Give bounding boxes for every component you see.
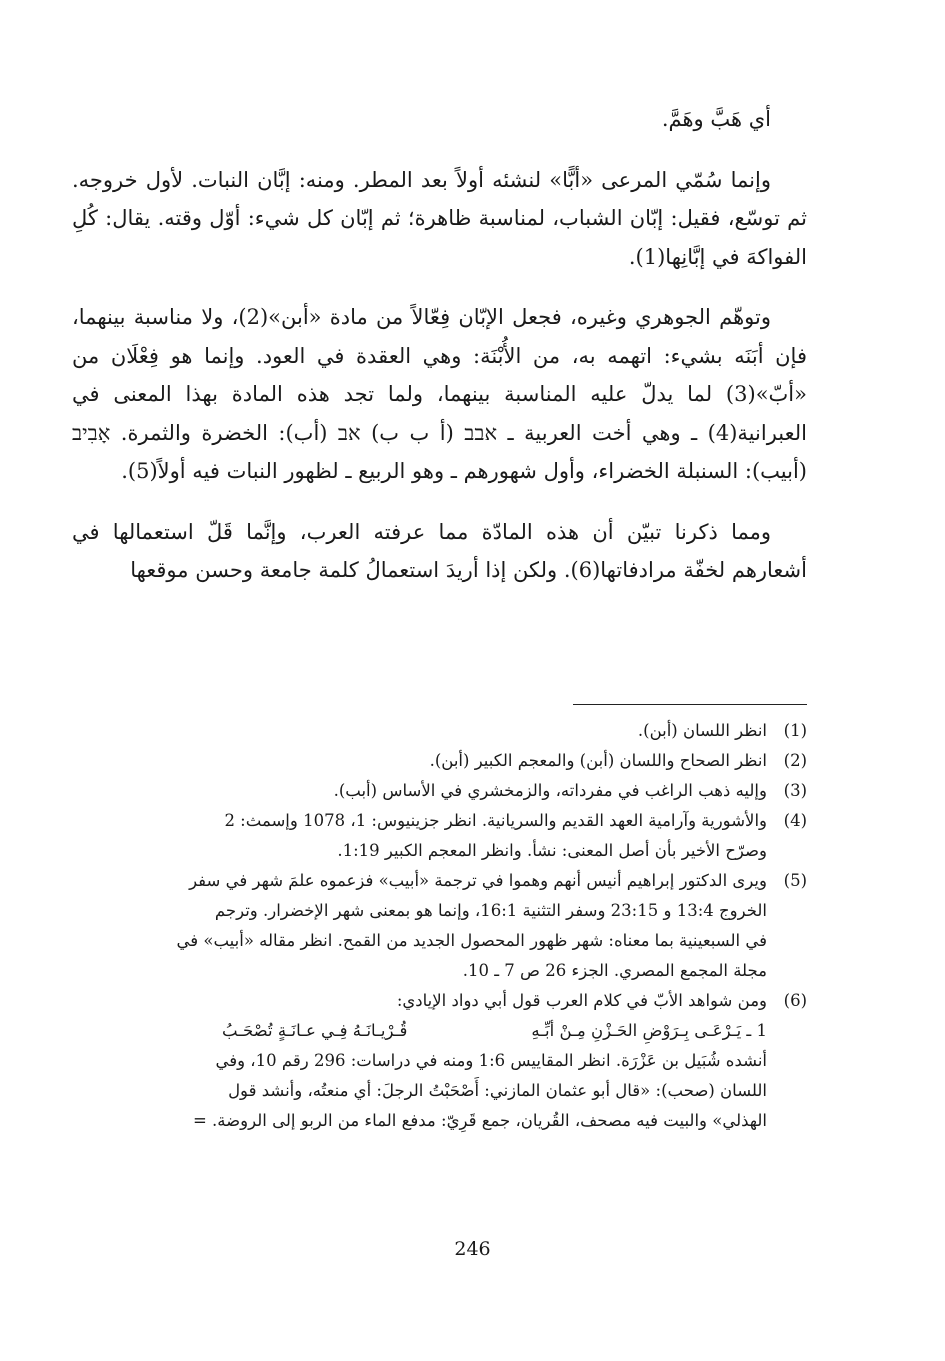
footnote-5 bbox=[72, 866, 807, 986]
footnote-number: (2) bbox=[783, 751, 807, 770]
footnote-number: (1) bbox=[783, 721, 807, 740]
verse-first-hemistich: 1 ـ يَـرْعَـى بِـرَوْضِ الحَـزْنِ مِـنْ أبِّـهِ bbox=[531, 1021, 767, 1040]
paragraph-2: وإنما سُمّي المرعى «أبًّا» لنشئه أولاً بعد المطر. ومنه: إبَّان النبات. لأول خروجه. ثم توسّع، فقيل: إبّان الشباب، لمناسبة ظاهرة؛ ثم إبّان كل شيء: أوّل وقته. يقال: كُلِ الفواكهَ في إبَّانِها(1). bbox=[72, 167, 807, 269]
paragraph-4: ومما ذكرنا تبيّن أن هذه المادّة مما عرفته العرب، وإنَّما قَلّ استعمالها في أشعارهم لخفّة مرادفاتها(6). ولكن إذا أريدَ استعمالُ كلمة جامعة وحسن موقعها bbox=[72, 519, 807, 582]
footnote-text: الهذلي» والبيت فيه مصحف، القُريان، جمع قَرِيّ: مدفع الماء من الربو إلى الروضة. = bbox=[192, 1111, 767, 1130]
footnote-number: (5) bbox=[783, 871, 807, 890]
footnote-2 bbox=[72, 746, 807, 776]
footnote-text: أنشده شُبَيل بن عَزْرَة. انظر المقاييس 1:6 ومنه في دراسات: 296 رقم 10، وفي bbox=[215, 1051, 767, 1070]
footnote-6 bbox=[72, 986, 807, 1136]
footnote-text: في السبعينية بما معناه: شهر ظهور المحصول الجديد من القمح. انظر مقاله «أبيب» في bbox=[176, 931, 767, 950]
footnote-text: اللسان (صحب): «قال أبو عثمان المازني: أَصْحَبْتُ الرجلَ: أي منعتُه، وأنشد قول bbox=[228, 1081, 767, 1100]
footnotes bbox=[72, 716, 807, 1136]
footnote-text: ويرى الدكتور إبراهيم أنيس أنهم وهموا في ترجمة «أبيب» فزعموه علمَ شهر في سفر bbox=[189, 871, 767, 890]
main-text bbox=[72, 100, 807, 612]
footnote-text: انظر الصحاح واللسان (أبن) والمعجم الكبير (أبن). bbox=[429, 751, 767, 770]
footnote-text: والأشورية وآرامية العهد القديم والسريانية. انظر جزينيوس: 1، 1078 وإسمث: 2 bbox=[224, 811, 767, 830]
footnote-text: انظر اللسان (أبن). bbox=[637, 721, 767, 740]
page-number: 246 bbox=[454, 1238, 491, 1260]
poetry-verse bbox=[72, 1016, 767, 1046]
footnote-text: ومن شواهد الأبّ في كلام العرب قول أبي دواد الإيادي: bbox=[396, 991, 767, 1010]
footnote-text: وصرّح الأخير بأن أصل المعنى: نشأ. وانظر المعجم الكبير 1:19. bbox=[337, 841, 767, 860]
paragraph-3: وتوهّم الجوهري وغيره، فجعل الإبّان فِعّالاً من مادة «أبن»(2)، ولا مناسبة بينهما، فإن أبَنَه بشيء: اتهمه به، من الأُبْنَة: وهي العقدة في العود. وإنما هو فِعْلَان من «أبّ»(3) لما يدلّ عليه المناسبة بينهما، ولما تجد هذه المادة بهذا المعنى في العبرانية(4) ـ وهي أخت العربية ـ אבב (أ ب ب) אב (أب): الخضرة والثمرة. אָבִיב (أبيب): السنبلة الخضراء، وأول شهورهم ـ وهو الربيع ـ لظهور النبات فيه أولاً(5). bbox=[72, 305, 807, 483]
footnote-1 bbox=[72, 716, 807, 746]
footnote-separator bbox=[573, 704, 807, 705]
footnote-4 bbox=[72, 806, 807, 866]
footnote-text: الخروج 13:4 و 23:15 وسفر التثنية 16:1، وإنما هو بمعنى شهر الإخضرار. وترجم bbox=[214, 901, 767, 920]
footnote-number: (6) bbox=[783, 991, 807, 1010]
verse-second-hemistich: قُـرْيـانَـهُ فِـي عـانَـةٍ تُصْحَـبُ bbox=[222, 1021, 408, 1040]
footnote-number: (4) bbox=[783, 811, 807, 830]
footnote-text: مجلة المجمع المصري. الجزء 26 ص 7 ـ 10. bbox=[462, 961, 767, 980]
footnote-text: وإليه ذهب الراغب في مفرداته، والزمخشري في الأساس (أبب). bbox=[333, 781, 767, 800]
footnote-3 bbox=[72, 776, 807, 806]
paragraph-1: أي هَبَّ وهَمَّ. bbox=[661, 107, 771, 131]
footnote-number: (3) bbox=[783, 781, 807, 800]
